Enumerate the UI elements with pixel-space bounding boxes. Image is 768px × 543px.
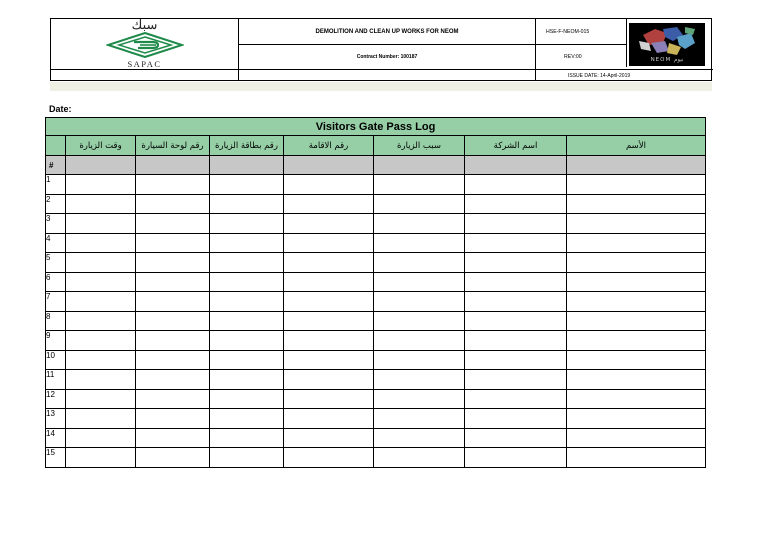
entry-cell[interactable] [284, 409, 374, 429]
entry-cell[interactable] [136, 214, 210, 234]
entry-cell[interactable] [284, 233, 374, 253]
entry-cell[interactable] [136, 428, 210, 448]
entry-cell[interactable] [284, 311, 374, 331]
entry-cell[interactable] [66, 175, 136, 195]
entry-cell[interactable] [465, 272, 567, 292]
row-number: 3 [46, 214, 66, 234]
entry-cell[interactable] [136, 350, 210, 370]
entry-cell[interactable] [136, 370, 210, 390]
entry-cell[interactable] [284, 175, 374, 195]
table-row [46, 389, 706, 409]
column-header-row [46, 136, 706, 156]
entry-cell[interactable] [136, 194, 210, 214]
header-shade-strip [50, 82, 712, 91]
entry-cell[interactable] [210, 175, 284, 195]
row-number: 13 [46, 409, 66, 429]
entry-cell[interactable] [567, 428, 706, 448]
contract-number: Contract Number: 100187 [356, 53, 418, 60]
date-label: Date: [49, 104, 72, 114]
entry-cell[interactable] [567, 253, 706, 273]
entry-cell[interactable] [66, 370, 136, 390]
entry-cell[interactable] [374, 389, 465, 409]
row-number: 4 [46, 233, 66, 253]
logo-latin-text: SAPAC [127, 58, 162, 69]
entry-cell[interactable] [374, 272, 465, 292]
entry-cell[interactable] [284, 428, 374, 448]
column-header-visit-reason: سبب الزيارة [374, 136, 465, 156]
index-header: # [46, 156, 66, 175]
entry-cell[interactable] [567, 214, 706, 234]
entry-cell[interactable] [465, 253, 567, 273]
entry-cell[interactable] [465, 370, 567, 390]
entry-cell[interactable] [136, 175, 210, 195]
entry-cell[interactable] [66, 233, 136, 253]
entry-cell[interactable] [210, 448, 284, 468]
row-number: 15 [46, 448, 66, 468]
table-row [46, 175, 706, 195]
document-title: DEMOLITION AND CLEAN UP WORKS FOR NEOM [315, 28, 459, 35]
entry-cell[interactable] [66, 389, 136, 409]
entry-cell[interactable] [210, 331, 284, 351]
entry-cell[interactable] [374, 350, 465, 370]
table-row [46, 272, 706, 292]
entry-cell[interactable] [465, 409, 567, 429]
entry-cell[interactable] [66, 448, 136, 468]
table-row [46, 214, 706, 234]
column-header-plate-number: رقم لوحة السيارة [136, 136, 210, 156]
entry-cell[interactable] [210, 194, 284, 214]
row-number: 5 [46, 253, 66, 273]
sapac-emblem-icon [106, 32, 184, 58]
column-header [46, 136, 66, 156]
entry-cell[interactable] [374, 428, 465, 448]
table-row [46, 428, 706, 448]
entry-cell[interactable] [567, 409, 706, 429]
entry-cell[interactable] [210, 272, 284, 292]
column-header-iqama-number: رقم الاقامة [284, 136, 374, 156]
entry-cell[interactable] [465, 331, 567, 351]
entry-cell[interactable] [66, 311, 136, 331]
table-row [46, 194, 706, 214]
entry-cell[interactable] [210, 233, 284, 253]
table-row [46, 370, 706, 390]
entry-cell[interactable] [284, 272, 374, 292]
table-row [46, 350, 706, 370]
entry-cell[interactable] [210, 292, 284, 312]
entry-cell[interactable] [284, 350, 374, 370]
entry-cell[interactable] [66, 350, 136, 370]
entry-cell[interactable] [374, 175, 465, 195]
row-number: 14 [46, 428, 66, 448]
row-number: 11 [46, 370, 66, 390]
entry-cell[interactable] [567, 331, 706, 351]
row-number: 1 [46, 175, 66, 195]
entry-cell[interactable] [374, 214, 465, 234]
entry-cell[interactable] [374, 194, 465, 214]
entry-cell[interactable] [465, 292, 567, 312]
entry-cell[interactable] [465, 233, 567, 253]
table-row [46, 331, 706, 351]
column-header-company-name: اسم الشركة [465, 136, 567, 156]
entry-cell[interactable] [284, 331, 374, 351]
entry-cell[interactable] [465, 194, 567, 214]
entry-cell[interactable] [465, 311, 567, 331]
entry-cell[interactable] [210, 370, 284, 390]
visitors-log-table [45, 117, 706, 468]
row-number: 7 [46, 292, 66, 312]
entry-cell[interactable] [210, 389, 284, 409]
entry-cell[interactable] [374, 409, 465, 429]
entry-cell[interactable] [136, 448, 210, 468]
entry-cell[interactable] [284, 292, 374, 312]
entry-cell[interactable] [284, 214, 374, 234]
entry-cell[interactable] [465, 428, 567, 448]
entry-cell[interactable] [567, 448, 706, 468]
table-row [46, 233, 706, 253]
row-number: 8 [46, 311, 66, 331]
entry-cell[interactable] [567, 194, 706, 214]
column-header-visit-card-number: رقم بطاقة الزيارة [210, 136, 284, 156]
entry-cell[interactable] [210, 428, 284, 448]
revision-number: REV:00 [564, 53, 582, 60]
entry-cell[interactable] [374, 253, 465, 273]
entry-cell[interactable] [567, 389, 706, 409]
entry-cell[interactable] [66, 214, 136, 234]
entry-cell[interactable] [465, 175, 567, 195]
row-number: 9 [46, 331, 66, 351]
entry-cell[interactable] [374, 233, 465, 253]
row-number: 12 [46, 389, 66, 409]
neom-logo [629, 23, 705, 66]
entry-cell[interactable] [66, 409, 136, 429]
entry-cell[interactable] [465, 448, 567, 468]
entry-cell[interactable] [284, 253, 374, 273]
entry-cell[interactable] [210, 350, 284, 370]
entry-cell[interactable] [374, 331, 465, 351]
entry-cell[interactable] [567, 350, 706, 370]
log-body [46, 175, 706, 468]
entry-cell[interactable] [210, 214, 284, 234]
entry-cell[interactable] [465, 214, 567, 234]
header-divider [626, 19, 627, 67]
entry-cell[interactable] [136, 409, 210, 429]
entry-cell[interactable] [136, 233, 210, 253]
entry-cell[interactable] [66, 194, 136, 214]
entry-cell[interactable] [567, 272, 706, 292]
column-header-name: الأسم [567, 136, 706, 156]
entry-cell[interactable] [210, 311, 284, 331]
table-row [46, 409, 706, 429]
document-header [50, 18, 712, 81]
entry-cell[interactable] [567, 233, 706, 253]
entry-cell[interactable] [284, 389, 374, 409]
entry-cell[interactable] [465, 389, 567, 409]
table-row [46, 292, 706, 312]
entry-cell[interactable] [136, 389, 210, 409]
entry-cell[interactable] [374, 292, 465, 312]
entry-cell[interactable] [66, 272, 136, 292]
entry-cell[interactable] [66, 331, 136, 351]
entry-cell[interactable] [567, 311, 706, 331]
row-number: 2 [46, 194, 66, 214]
logo-arabic-text: سبك [131, 17, 158, 33]
entry-cell[interactable] [567, 175, 706, 195]
entry-cell[interactable] [136, 292, 210, 312]
entry-cell[interactable] [284, 370, 374, 390]
column-header-visit-time: وقت الزيارة [66, 136, 136, 156]
entry-cell[interactable] [465, 350, 567, 370]
entry-cell[interactable] [284, 194, 374, 214]
table-title: Visitors Gate Pass Log [46, 118, 706, 136]
entry-cell[interactable] [136, 331, 210, 351]
entry-cell[interactable] [66, 428, 136, 448]
row-number: 10 [46, 350, 66, 370]
issue-date: ISSUE DATE: 14-April-2019 [568, 72, 631, 79]
entry-cell[interactable] [374, 448, 465, 468]
entry-cell[interactable] [210, 409, 284, 429]
table-row [46, 448, 706, 468]
document-code: HSE-F-NEOM-015 [546, 28, 590, 35]
entry-cell[interactable] [136, 253, 210, 273]
index-header-row [46, 156, 706, 175]
row-number: 6 [46, 272, 66, 292]
entry-cell[interactable] [567, 292, 706, 312]
entry-cell[interactable] [66, 292, 136, 312]
entry-cell[interactable] [374, 370, 465, 390]
entry-cell[interactable] [66, 253, 136, 273]
entry-cell[interactable] [136, 311, 210, 331]
entry-cell[interactable] [136, 272, 210, 292]
entry-cell[interactable] [210, 253, 284, 273]
neom-logo-text: NEOM نيوم [650, 57, 684, 63]
entry-cell[interactable] [567, 370, 706, 390]
entry-cell[interactable] [284, 448, 374, 468]
table-row [46, 253, 706, 273]
sapac-logo [51, 19, 238, 69]
table-row [46, 311, 706, 331]
entry-cell[interactable] [374, 311, 465, 331]
